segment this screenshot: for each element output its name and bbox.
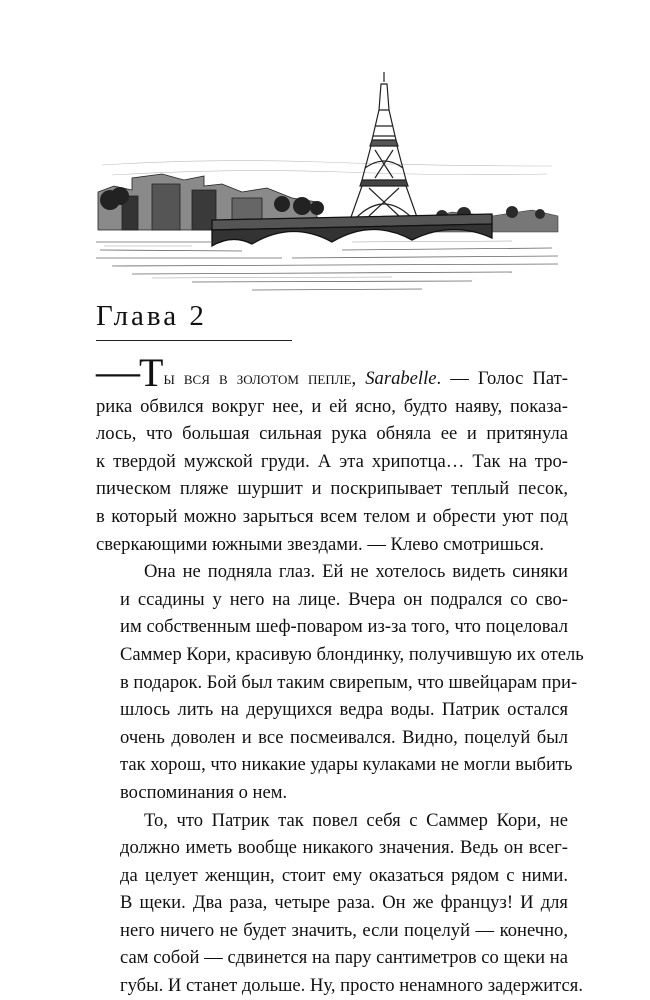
text-segment: ы вся в золотом пепле, [163, 368, 366, 389]
text-line: да целует женщин, стоит ему оказаться рядом с ними. [120, 864, 568, 886]
text-line: Она не подняла глаз. Ей не хотелось видеть синяки [144, 561, 568, 583]
text-line: и ссадины у него на лице. Вчера он подрался со сво- [120, 588, 568, 610]
text-line: В щеки. Два раза, четыре раза. Он же француз! И для [120, 892, 568, 914]
text-line: очень доволен и все посмеивался. Видно, поцелуй был [120, 726, 568, 748]
text-line: воспоминания о нем. [120, 781, 288, 803]
body-text [96, 347, 584, 1000]
text-line [96, 347, 568, 396]
text-line: пическом пляже шуршит и поскрипывает теплый песок, [96, 478, 568, 500]
text-line: сам собой — сдвинется на пару сантиметров со щеки на [120, 947, 568, 969]
text-line: шлось лить на дерущихся ведра воды. Патрик остался [120, 699, 568, 721]
text-line: Саммер Кори, красивую блондинку, получившую их отель [120, 643, 584, 665]
eiffel-tower-illustration [92, 70, 562, 310]
text-segment: . — Голос Пат- [436, 368, 568, 389]
text-line: в который можно зарыться всем телом и обрести уют под [96, 505, 568, 527]
text-line: к твердой мужской груди. А эта хрипотца… Так на тро- [96, 450, 568, 472]
text-line: лось, что большая сильная рука обняла ее и притянула [96, 423, 568, 445]
paragraph [96, 347, 568, 558]
chapter-title: Глава 2 [96, 300, 207, 332]
chapter-rule [96, 340, 292, 341]
text-line: То, что Патрик так повел себя с Саммер Кори, не [144, 809, 568, 831]
italic-word: Sarabelle [365, 368, 437, 389]
text-line: него ничего не будет значить, если поцелуй — конечно, [120, 919, 568, 941]
text-line: должно иметь вообще никакого значения. Ведь он всег- [120, 837, 568, 859]
text-line: сверкающими южными звездами. — Клево смотришься. [96, 533, 545, 555]
text-line: в подарок. Бой был таким свирепым, что швейцарам при- [120, 671, 578, 693]
paragraph [96, 558, 584, 806]
text-line: губы. И станет дольше. Ну, просто ненамного задержится. [120, 975, 583, 997]
text-line: так хорош, что никакие удары кулаками не могли выбить [120, 754, 573, 776]
text-line: рика обвился вокруг нее, и ей ясно, будто наяву, показа- [96, 395, 568, 417]
opening-dash: — [96, 347, 139, 396]
paragraph [96, 807, 583, 1000]
drop-cap: Т [139, 350, 164, 395]
text-line: им собственным шеф-поваром из-за того, что поцеловал [120, 616, 568, 638]
